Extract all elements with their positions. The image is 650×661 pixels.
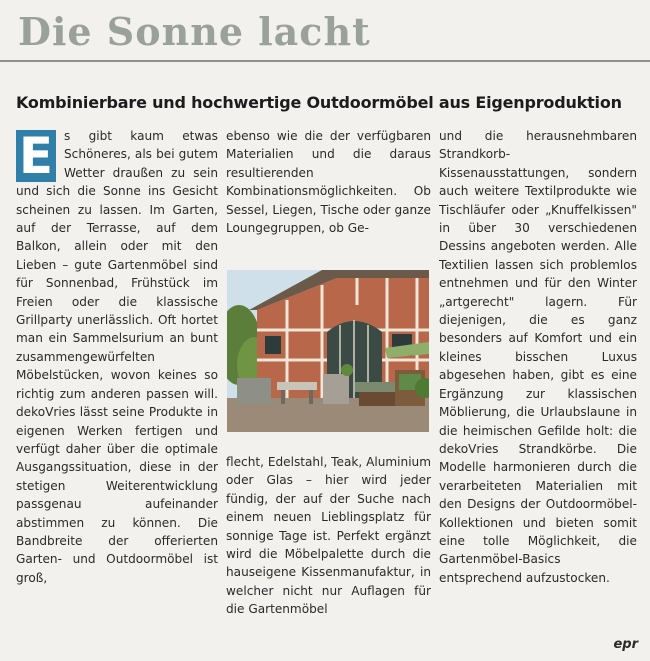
article-column-2-bottom <box>226 453 431 655</box>
column-3-text: und die herausnehmbaren Strandkorb-Kissenausstattungen, sondern auch weitere Textilprodukte wie Tischläufer oder „Knuffelkissen" in über 30 verschiedenen Dessins angeboten werden. Alle Textilien lassen sich problemlos entnehmen und für den Winter „artgerecht" lagern. Für diejenigen, die es ganz besonders auf Komfort und ein kleines bisschen Luxus abgesehen haben, gibt es eine Ergänzung zur klassischen Möblierung, die Urlaubslaune in die heimischen Gefilde holt: die dekoVries Strandkörbe. Die Modelle harmonieren durch die verarbeiteten Materialien mit den Designs der Outdoormöbel-Kollektionen und bieten somit eine tolle Möglichkeit, die Gartenmöbel-Basics entsprechend aufzustocken. <box>439 129 637 585</box>
article-column-1 <box>16 127 218 655</box>
author-signature: epr <box>613 637 638 652</box>
subheadline: Kombinierbare und hochwertige Outdoormöbel aus Eigenproduktion <box>16 93 622 112</box>
article-column-3 <box>439 127 637 655</box>
column-2-bottom-text: flecht, Edelstahl, Teak, Aluminium oder Glas – hier wird jeder fündig, der auf der Suche nach einem neuen Lieblingsplatz für sonnige Tage ist. Perfekt ergänzt wird die Möbelpalette durch die hauseigene Kissenmanufaktur, in welcher nicht nur Auflagen für die Gartenmöbel <box>226 455 431 617</box>
photo-illustration <box>227 270 429 432</box>
garden-furniture-photo <box>227 270 429 432</box>
dropcap: E <box>16 130 56 182</box>
header-rule <box>0 60 650 62</box>
article-column-2-top <box>226 127 431 265</box>
column-2-top-text: ebenso wie die der verfügbaren Materialien und die daraus resultierenden Kombinationsmöglichkeiten. Ob Sessel, Liegen, Tische oder ganze Loungegruppen, ob Ge- <box>226 129 431 236</box>
headline: Die Sonne lacht <box>18 9 371 54</box>
column-1-text: s gibt kaum etwas Schöneres, als bei gutem Wetter draußen zu sein und sich die Sonne ins Gesicht scheinen zu lassen. Im Garten, auf der Terrasse, auf dem Balkon, allein oder mit den Lieben – gute Gartenmöbel sind für Sonnenbad, Frühstück im Freien oder die klassische Grillparty unerlässlich. Oft hortet man ein Sammelsurium an bunt zusammengewürfelten Möbelstücken, wovon keines so richtig zum anderen passen will. dekoVries lässt seine Produkte in eigenen Werken fertigen und verfügt daher über die optimale Ausgangssituation, diese in der stetigen Weiterentwicklung passgenau aufeinander abstimmen zu können. Die Bandbreite der offerierten Garten- und Outdoormöbel ist groß, <box>16 129 218 585</box>
